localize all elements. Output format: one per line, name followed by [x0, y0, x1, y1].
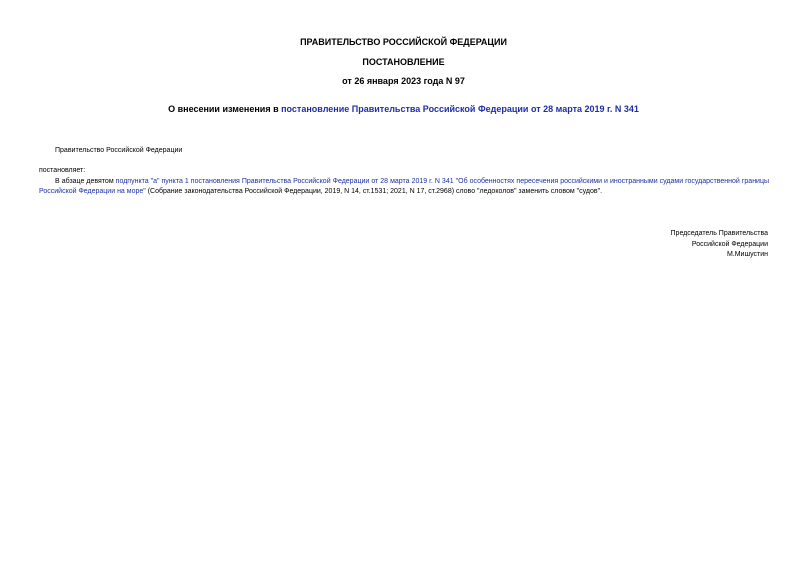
subparagraph-link[interactable]: подпункта "а" пункта 1 постановления Правительства Российской Федерации от 28 марта 2019 г. N 341 "Об особенностях пересечения российскими и иностранными судами государственной границы Российской Федерации на море" [39, 178, 770, 195]
document-date-number: от 26 января 2023 года N 97 [342, 76, 465, 86]
paragraph-end: (Собрание законодательства Российской Федерации, 2019, N 14, ст.1531; 2021, N 17, ст.2968) слово "ледоколов" заменить словом "судов". [145, 188, 603, 195]
title-prefix: О внесении изменения в [168, 104, 282, 114]
signature-position: Председатель Правительства [670, 230, 768, 237]
issuer-text: Правительство Российской Федерации [55, 147, 183, 154]
amended-decree-link[interactable]: постановление Правительства Российской Федерации от 28 марта 2019 г. N 341 [281, 104, 639, 114]
issuing-authority: ПРАВИТЕЛЬСТВО РОССИЙСКОЙ ФЕДЕРАЦИИ [300, 37, 507, 47]
document-title [0, 104, 807, 114]
signature-organization: Российской Федерации [691, 240, 768, 248]
decree-word: постановляет: [39, 167, 86, 174]
amendment-paragraph [39, 177, 769, 197]
paragraph-start: В абзаце девятом [55, 178, 116, 185]
document-type: ПОСТАНОВЛЕНИЕ [362, 57, 445, 67]
signature-block [671, 229, 768, 261]
signatory-name: М.Мишустин [726, 251, 768, 258]
